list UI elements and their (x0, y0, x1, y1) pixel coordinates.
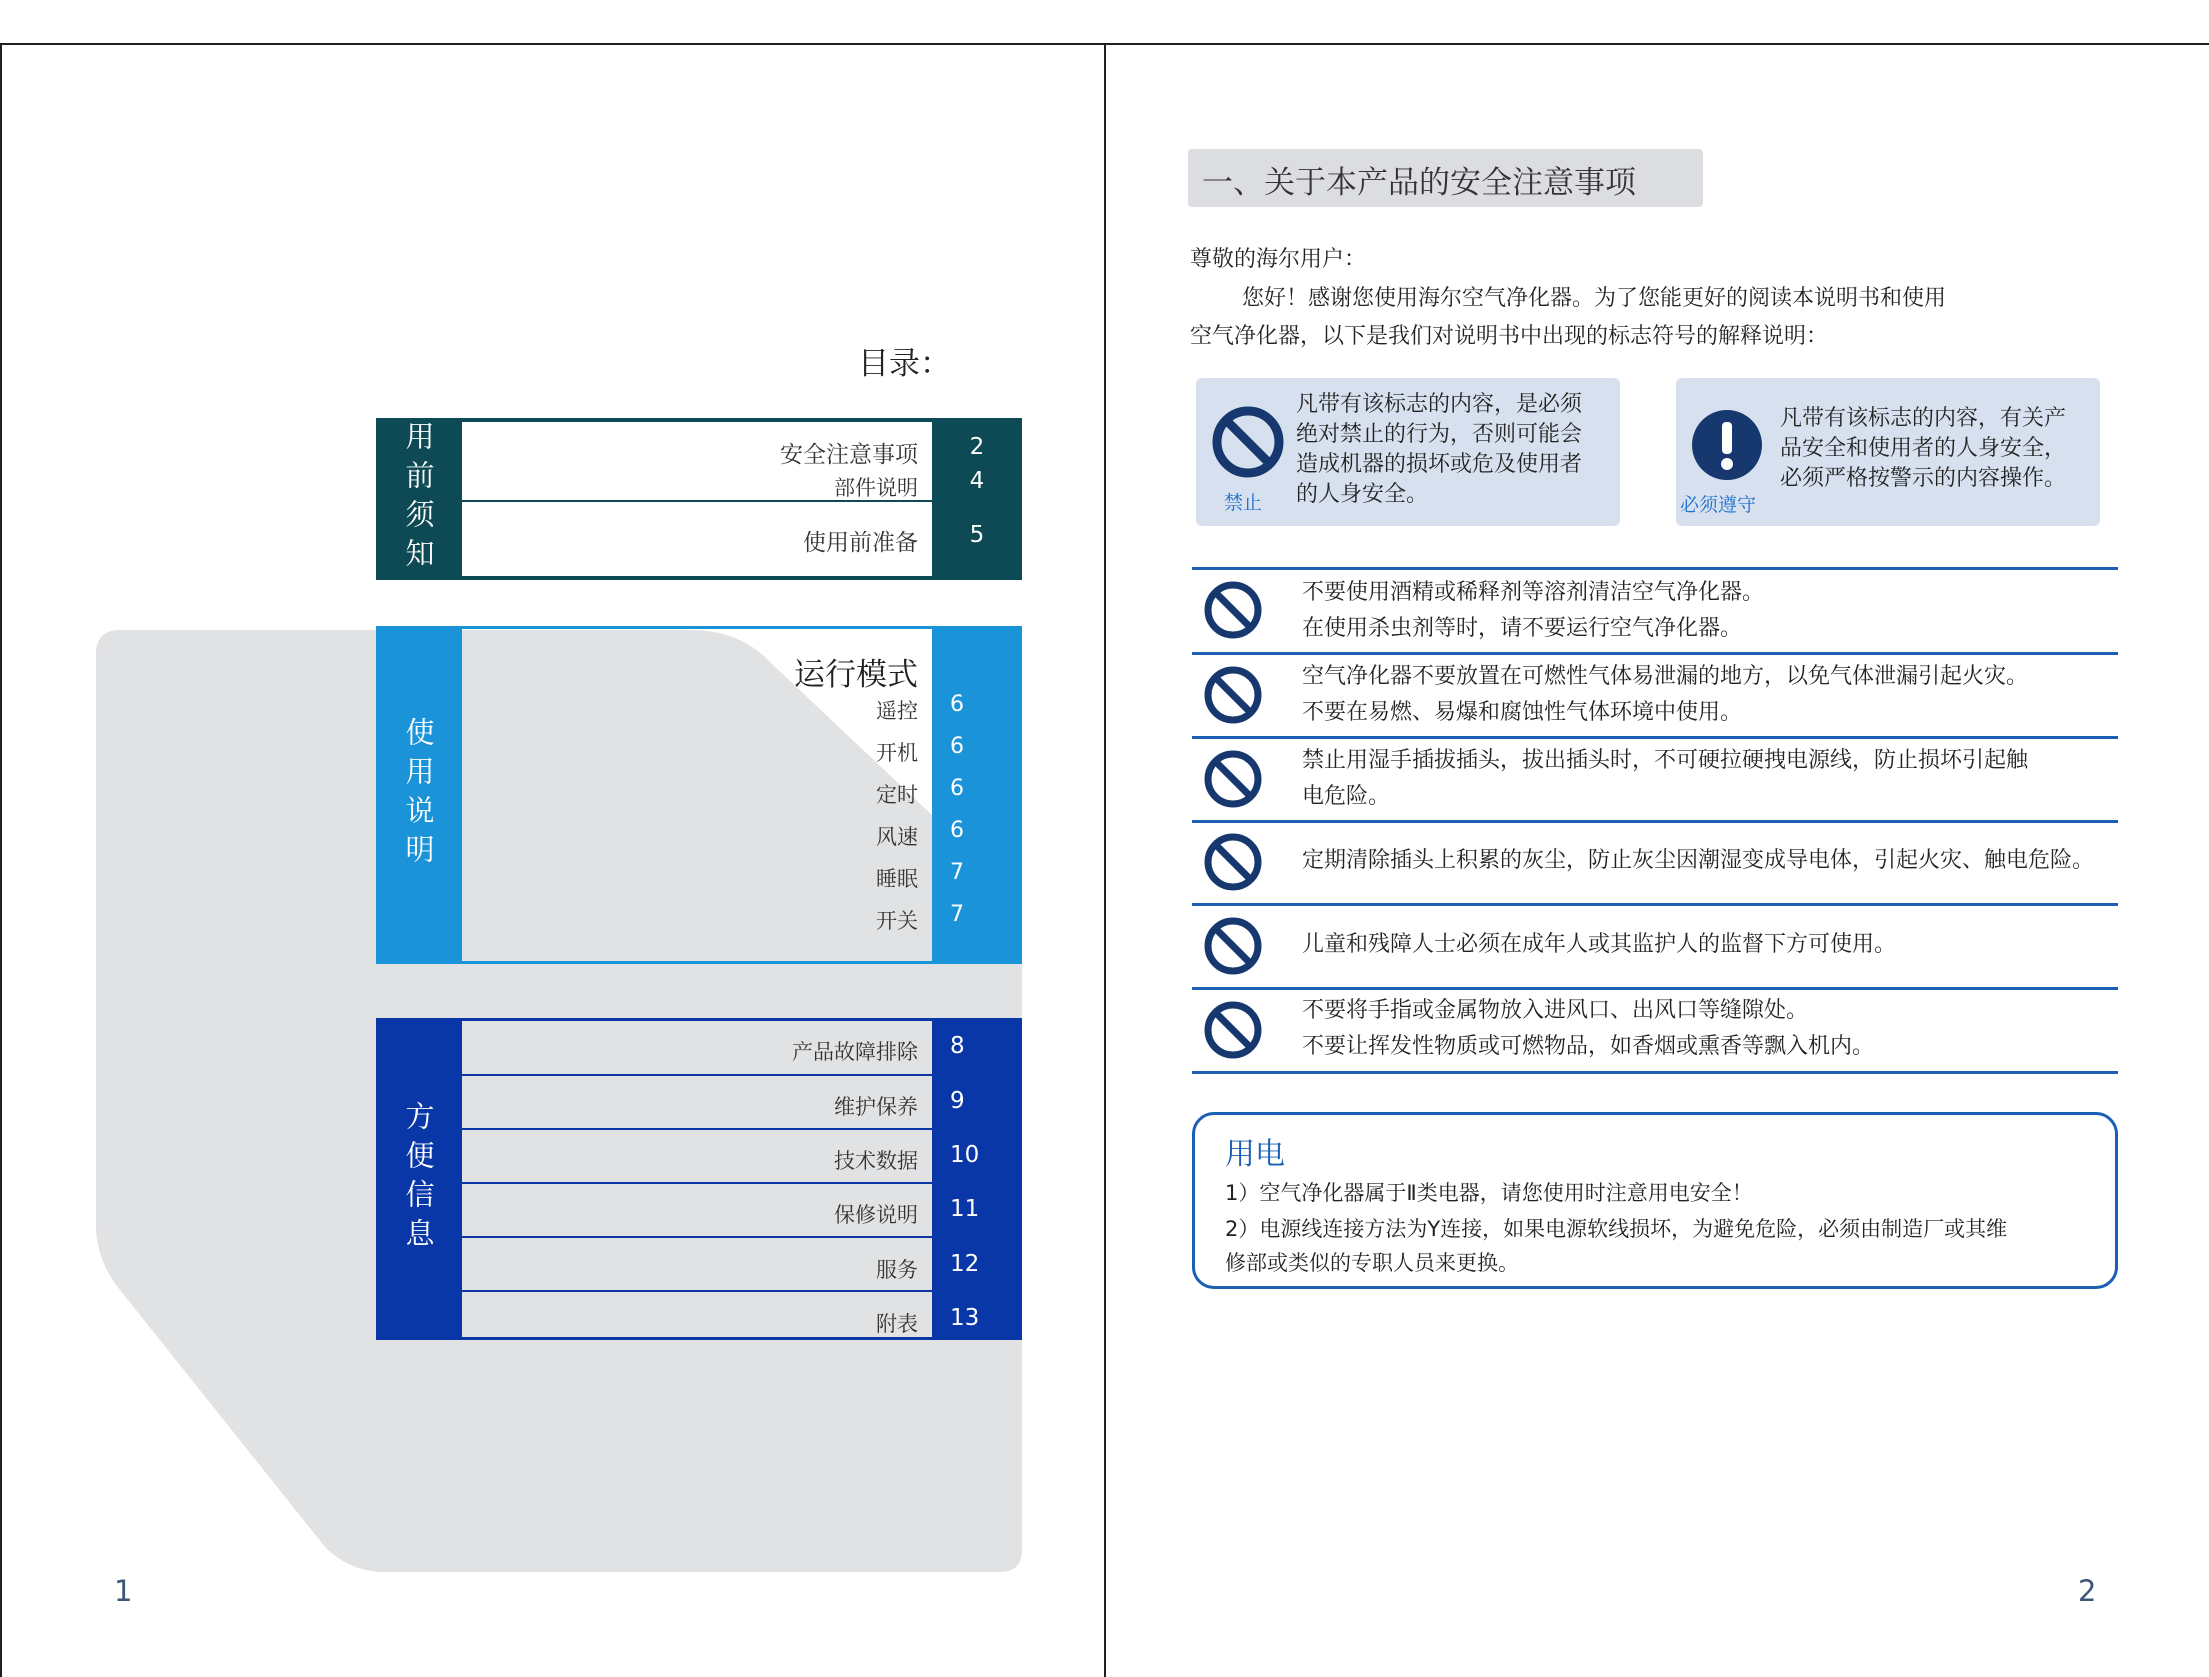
section-side-label: 用前须知 (376, 418, 462, 580)
warning-divider (1192, 652, 2118, 655)
electricity-line: 2）电源线连接方法为Y连接，如果电源软线损坏，为避免危险，必须由制造厂或其维 (1225, 1217, 2008, 1241)
toc-entry-switch[interactable]: 开关 (876, 909, 918, 933)
row-divider (462, 500, 932, 502)
toc-entry-fan-speed[interactable]: 风速 (876, 825, 918, 849)
page-number-ref: 7 (950, 860, 964, 885)
section-heading (1188, 149, 1703, 207)
electricity-notice-box (1192, 1112, 2118, 1289)
prohibit-icon (1203, 665, 1263, 725)
page-number: 1 (114, 1574, 133, 1608)
toc-entry-maintenance[interactable]: 维护保养 (834, 1095, 918, 1119)
section-page-numbers (932, 1018, 1022, 1340)
page-number-ref: 8 (950, 1033, 965, 1059)
page-number: 2 (2078, 1574, 2097, 1608)
page-number-ref: 6 (950, 692, 964, 717)
section-side-label: 方便信息 (376, 1018, 462, 1340)
run-mode-title[interactable]: 运行模式 (794, 657, 918, 693)
page-number-ref: 7 (950, 902, 964, 927)
toc-entry-tech-data[interactable]: 技术数据 (834, 1149, 918, 1173)
toc-entry-warranty[interactable]: 保修说明 (834, 1203, 918, 1227)
toc-entry-service[interactable]: 服务 (876, 1258, 918, 1282)
electricity-line: 修部或类似的专职人员来更换。 (1225, 1251, 1519, 1275)
intro-line: 空气净化器，以下是我们对说明书中出现的标志符号的解释说明： (1190, 324, 1829, 349)
warning-item: 禁止用湿手插拔插头，拔出插头时，不可硬拉硬拽电源线，防止损坏引起触 电危险。 (1302, 748, 2029, 809)
warning-divider (1192, 987, 2118, 990)
row-divider (462, 1074, 932, 1076)
electricity-line: 1）空气净化器属于Ⅱ类电器，请您使用时注意用电安全！ (1225, 1181, 1753, 1205)
row-divider (462, 1128, 932, 1130)
legend-text: 凡带有该标志的内容，有关产 品安全和使用者的人身安全， 必须严格按警示的内容操作。 (1780, 406, 2067, 491)
exclamation-icon (1690, 408, 1764, 482)
toc-entry-troubleshooting[interactable]: 产品故障排除 (792, 1040, 918, 1064)
page-number-ref: 2 (969, 434, 985, 460)
prohibit-icon (1210, 404, 1286, 480)
row-divider (462, 1182, 932, 1184)
toc-entry-parts[interactable]: 部件说明 (834, 476, 918, 500)
toc-entry-preparation[interactable]: 使用前准备 (803, 530, 918, 556)
warning-divider (1192, 1071, 2118, 1074)
prohibit-icon (1203, 749, 1263, 809)
page-number-ref: 4 (969, 468, 985, 494)
page-number-ref: 13 (950, 1305, 980, 1331)
legend-caption: 禁止 (1224, 492, 1263, 514)
row-divider (462, 1236, 932, 1238)
page-number-ref: 6 (950, 734, 964, 759)
legend-text: 凡带有该标志的内容，是必须 绝对禁止的行为，否则可能会 造成机器的损坏或危及使用者 的人身安全。 (1296, 392, 1583, 507)
section-entries (462, 626, 932, 964)
electricity-title: 用电 (1225, 1137, 1285, 1172)
warning-item: 儿童和残障人士必须在成年人或其监护人的监督下方可使用。 (1302, 932, 1897, 957)
toc-title: 目录： (858, 346, 951, 382)
warning-item: 不要使用酒精或稀释剂等溶剂清洁空气净化器。 在使用杀虫剂等时，请不要运行空气净化器。 (1302, 580, 1765, 641)
section-side-label: 使用说明 (376, 626, 462, 964)
greeting-text: 尊敬的海尔用户： (1190, 247, 1367, 272)
section-page-numbers (932, 418, 1022, 580)
page-number-ref: 5 (969, 522, 985, 548)
page-number-ref: 12 (950, 1251, 980, 1277)
page-number-ref: 9 (950, 1088, 965, 1114)
warning-divider (1192, 567, 2118, 570)
warning-item: 定期清除插头上积累的灰尘，防止灰尘因潮湿变成导电体，引起火灾、触电危险。 (1302, 848, 2095, 873)
page-number-ref: 6 (950, 818, 964, 843)
toc-section-before-use (376, 418, 1022, 580)
warning-divider (1192, 903, 2118, 906)
legend-prohibit (1196, 378, 1620, 526)
warning-item: 空气净化器不要放置在可燃性气体易泄漏的地方，以免气体泄漏引起火灾。 不要在易燃、易爆和腐蚀性气体环境中使用。 (1302, 664, 2029, 725)
warning-divider (1192, 736, 2118, 739)
warning-item: 不要将手指或金属物放入进风口、出风口等缝隙处。 不要让挥发性物质或可燃物品，如香烟或熏香等飘入机内。 (1302, 998, 1875, 1059)
toc-entry-remote[interactable]: 遥控 (876, 699, 918, 723)
toc-entry-safety[interactable]: 安全注意事项 (780, 442, 918, 468)
page-spine-border (1104, 43, 1106, 1677)
prohibit-icon (1203, 916, 1263, 976)
page-number-ref: 6 (950, 776, 964, 801)
section-entries (462, 1018, 932, 1340)
warning-divider (1192, 820, 2118, 823)
legend-caption: 必须遵守 (1680, 494, 1757, 516)
page-number-ref: 11 (950, 1196, 980, 1222)
intro-line: 您好！感谢您使用海尔空气净化器。为了您能更好的阅读本说明书和使用 (1242, 286, 1947, 311)
prohibit-icon (1203, 580, 1263, 640)
toc-entry-timer[interactable]: 定时 (876, 783, 918, 807)
prohibit-icon (1203, 832, 1263, 892)
toc-section-instructions (376, 626, 1022, 964)
prohibit-icon (1203, 1000, 1263, 1060)
legend-mandatory (1676, 378, 2100, 526)
row-divider (462, 1290, 932, 1292)
page-number-ref: 10 (950, 1142, 980, 1168)
toc-entry-sleep[interactable]: 睡眠 (876, 867, 918, 891)
section-entries (462, 418, 932, 580)
toc-section-info (376, 1018, 1022, 1340)
section-page-numbers (932, 626, 1022, 964)
toc-entry-appendix[interactable]: 附表 (876, 1312, 918, 1336)
toc-entry-power-on[interactable]: 开机 (876, 741, 918, 765)
section-heading-text: 一、关于本产品的安全注意事项 (1202, 165, 1636, 201)
